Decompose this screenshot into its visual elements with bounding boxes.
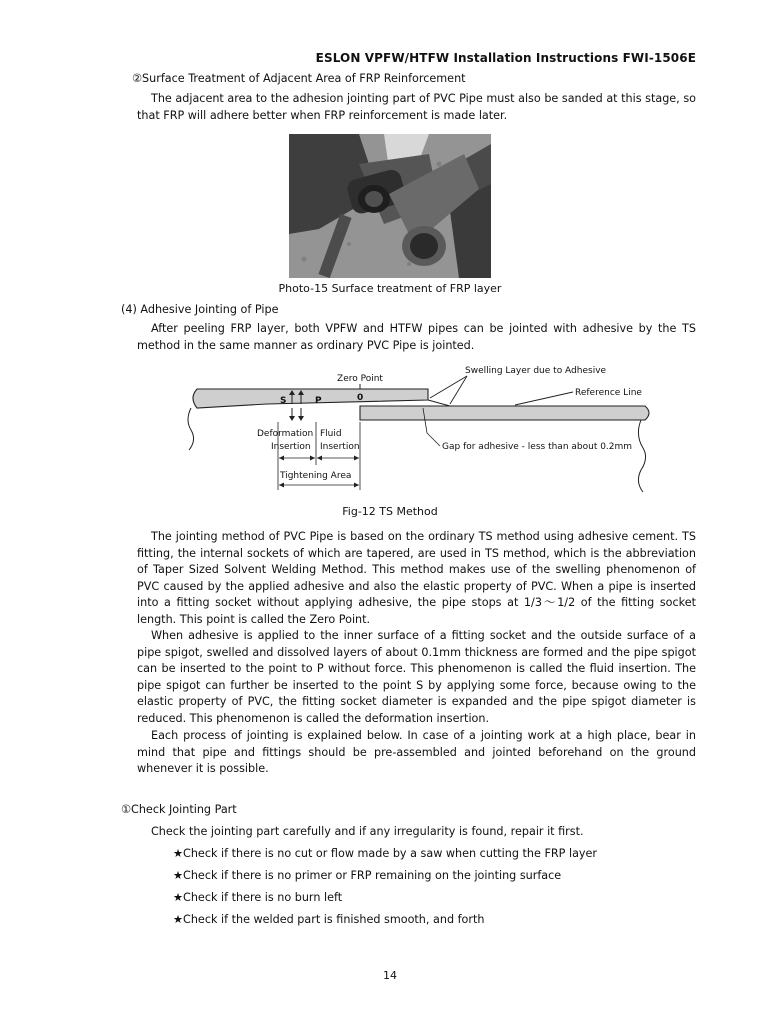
pipe-spigot-shape <box>360 406 649 420</box>
section-2-heading: ②Surface Treatment of Adjacent Area of FRP Reinforcement <box>132 72 466 85</box>
body-paragraph-1: The jointing method of PVC Pipe is based on the ordinary TS method using adhesive cement. TS fitting, the internal sockets of which are tapered, are used in TS method, which is the abbreviation of Taper Sized Solvent Welding Method. This method makes use of the swelling phenomenon of PVC caused by the applied adhesive and also the elastic property of PVC. When a pipe is inserted into a fitting socket without applying adhesive, the pipe stops at 1/3〜1/2 of the fitting socket length. This point is called the Zero Point. <box>137 530 696 626</box>
deformation-label: Deformation <box>257 429 314 439</box>
check-item: ★Check if there is no primer or FRP remaining on the jointing surface <box>173 869 562 882</box>
point-0-label: 0 <box>357 393 364 403</box>
photo-sanding <box>289 134 491 278</box>
gap-note-label: Gap for adhesive - less than about 0.2mm <box>442 442 633 452</box>
swelling-layer-label: Swelling Layer due to Adhesive <box>465 366 607 376</box>
figure-caption: Fig-12 TS Method <box>342 505 438 518</box>
photo-caption: Photo-15 Surface treatment of FRP layer <box>278 282 502 295</box>
document-header: ESLON VPFW/HTFW Installation Instructions FWI-1506E <box>315 51 696 65</box>
body-paragraph-3: Each process of jointing is explained below. In case of a jointing work at a high place, bear in mind that pipe and fittings should be pre-assembled and jointed beforehand on the ground whenever it is possible. <box>137 729 696 776</box>
check-heading: ①Check Jointing Part <box>121 803 237 816</box>
arrow-s-down-head <box>289 416 295 421</box>
taper-line <box>428 400 450 406</box>
swelling-leader-2 <box>450 376 467 404</box>
section-2-body: The adjacent area to the adhesion jointing part of PVC Pipe must also be sanded at this stage, so that FRP will adhere better when FRP reinforcement is made later. <box>137 92 696 122</box>
fluid-label: Fluid <box>320 429 342 439</box>
ts-method-diagram <box>175 360 665 495</box>
section-4-heading: (4) Adhesive Jointing of Pipe <box>121 303 279 316</box>
reference-line-label: Reference Line <box>575 388 642 398</box>
zero-point-label: Zero Point <box>337 374 383 384</box>
fitting-socket-shape <box>193 389 428 408</box>
check-item: ★Check if there is no burn left <box>173 891 343 904</box>
body-paragraph-2: When adhesive is applied to the inner surface of a fitting socket and the outside surface of a pipe spigot, swelled and dissolved layers of about 0.1mm thickness are formed and the pipe spigot can be inserted to the point to P without force. This phenomenon is called the fluid insertion. The pipe spigot can further be inserted to the point S by applying some force, because owing to the elastic property of PVC, the fitting socket diameter is expanded and the pipe spigot diameter is reduced. This phenomenon is called the deformation insertion. <box>137 629 696 725</box>
section-4-body: After peeling FRP layer, both VPFW and HTFW pipes can be jointed with adhesive by the TS method in the same manner as ordinary PVC Pipe is jointed. <box>137 322 696 352</box>
page-number: 14 <box>383 969 397 982</box>
point-p-label: P <box>315 396 322 406</box>
gap-leader <box>427 433 440 446</box>
check-intro: Check the jointing part carefully and if any irregularity is found, repair it first. <box>151 825 584 838</box>
reference-leader <box>515 392 573 405</box>
left-break-line <box>188 408 194 450</box>
swelling-leader-1 <box>430 376 467 398</box>
right-break-line <box>638 420 645 492</box>
insertion-label-2: Insertion <box>320 442 360 452</box>
arrow-p-down-head <box>298 416 304 421</box>
tightening-area-label: Tightening Area <box>280 471 352 481</box>
point-s-label: S <box>280 396 287 406</box>
insertion-label-1: Insertion <box>271 442 311 452</box>
check-item: ★Check if the welded part is finished smooth, and forth <box>173 913 485 926</box>
check-item: ★Check if there is no cut or flow made by a saw when cutting the FRP layer <box>173 847 598 860</box>
